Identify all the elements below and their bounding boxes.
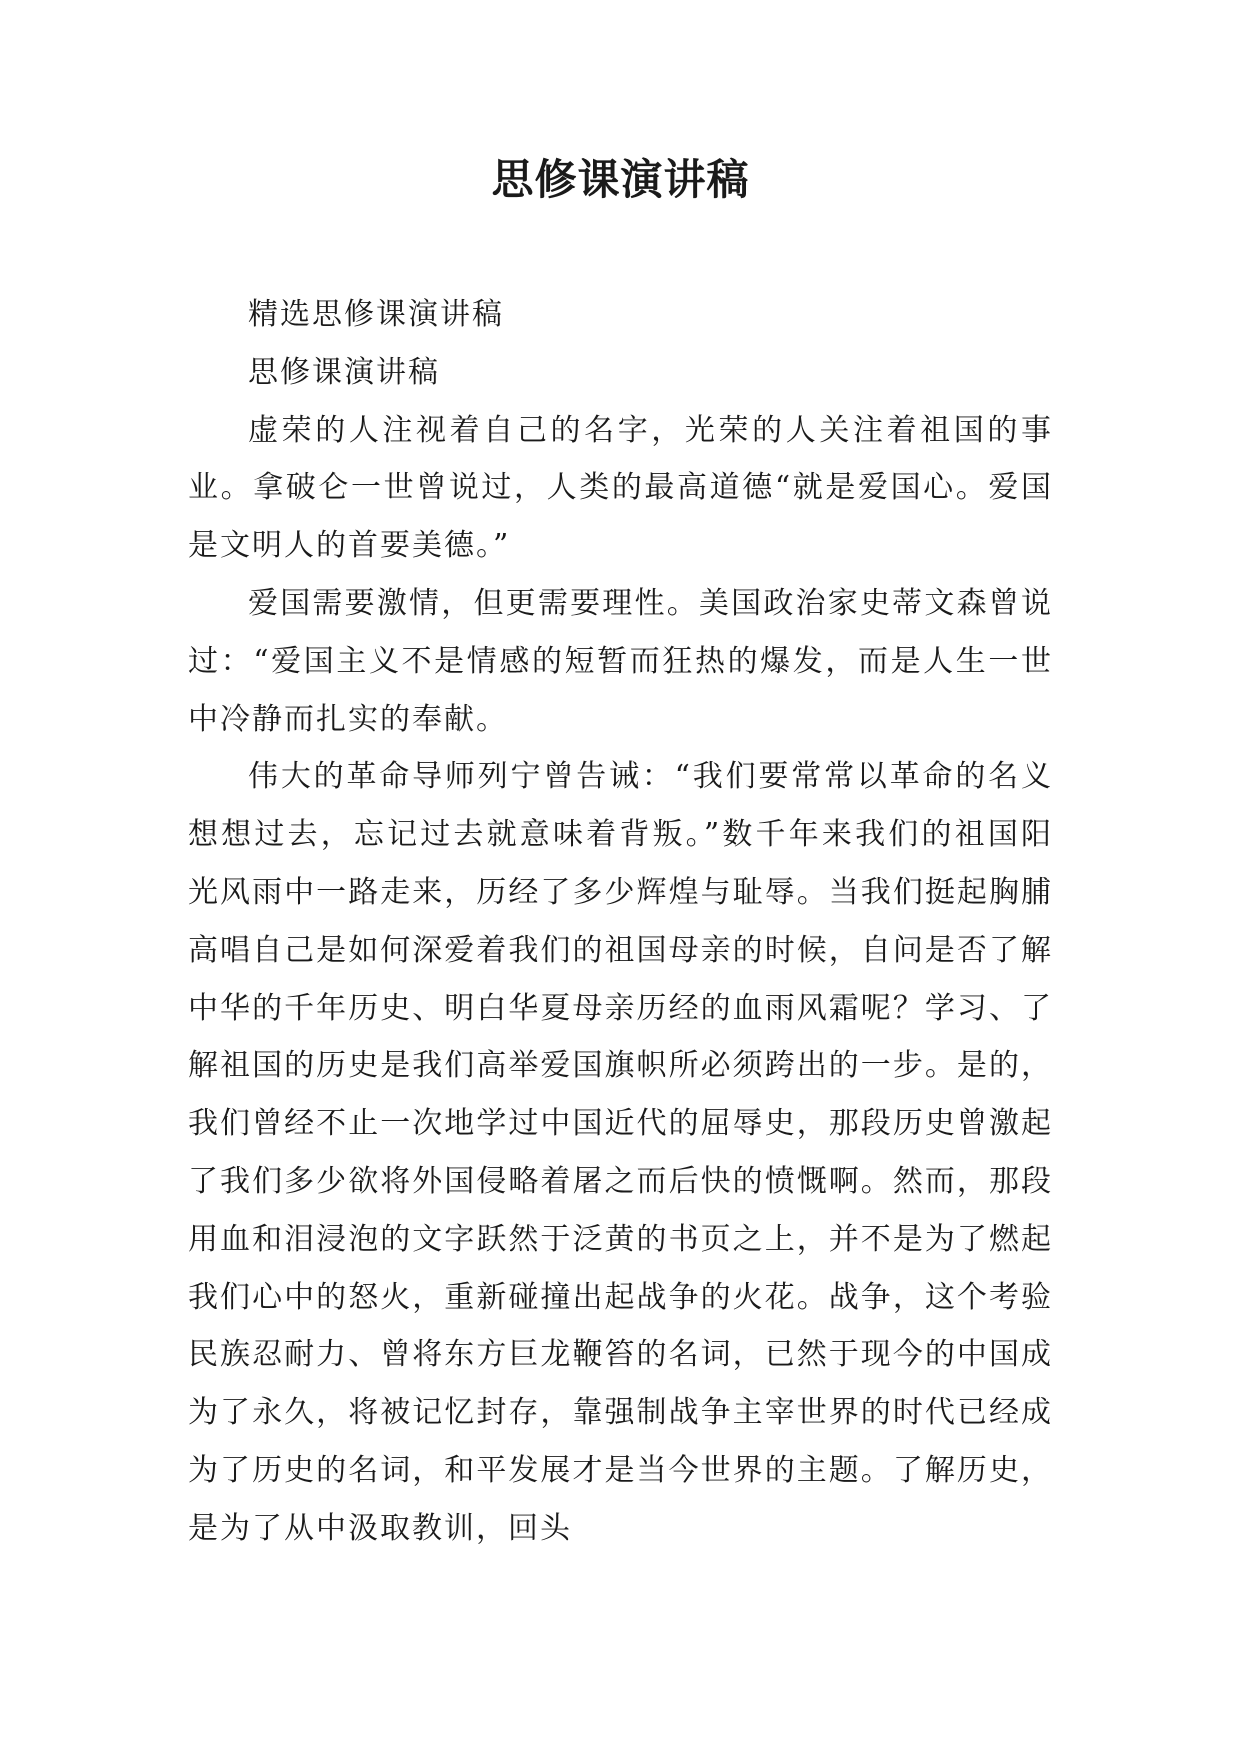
paragraph: 思修课演讲稿 xyxy=(248,354,440,390)
paragraph: 爱国需要激情，但更需要理性。美国政治家史蒂文森曾说过：“爱国主义不是情感的短暂而狂热的爆发，而是人生一世中冷静而扎实的奉献。 xyxy=(188,585,1053,737)
paragraph: 虚荣的人注视着自己的名字，光荣的人关注着祖国的事业。拿破仑一世曾说过，人类的最高道德“就是爱国心。爱国是文明人的首要美德。” xyxy=(188,412,1053,564)
paragraph: 伟大的革命导师列宁曾告诫：“我们要常常以革命的名义想想过去，忘记过去就意味着背叛。”数千年来我们的祖国阳光风雨中一路走来，历经了多少辉煌与耻辱。当我们挺起胸脯高唱自己是如何深爱着我们的祖国母亲的时候，自问是否了解中华的千年历史、明白华夏母亲历经的血雨风霜呢？学习、了解祖国的历史是我们高举爱国旗帜所必须跨出的一步。是的，我们曾经不止一次地学过中国近代的屈辱史，那段历史曾激起了我们多少欲将外国侵略着屠之而后快的愤慨啊。然而，那段用血和泪浸泡的文字跃然于泛黄的书页之上，并不是为了燃起我们心中的怒火，重新碰撞出起战争的火花。战争，这个考验民族忍耐力、曾将东方巨龙鞭笞的名词，已然于现今的中国成为了永久，将被记忆封存，靠强制战争主宰世界的时代已经成为了历史的名词，和平发展才是当今世界的主题。了解历史，是为了从中汲取教训，回头 xyxy=(188,759,1053,1546)
document-title: 思修课演讲稿 xyxy=(491,155,750,204)
document-body xyxy=(188,286,1053,1558)
paragraph: 精选思修课演讲稿 xyxy=(248,297,504,332)
